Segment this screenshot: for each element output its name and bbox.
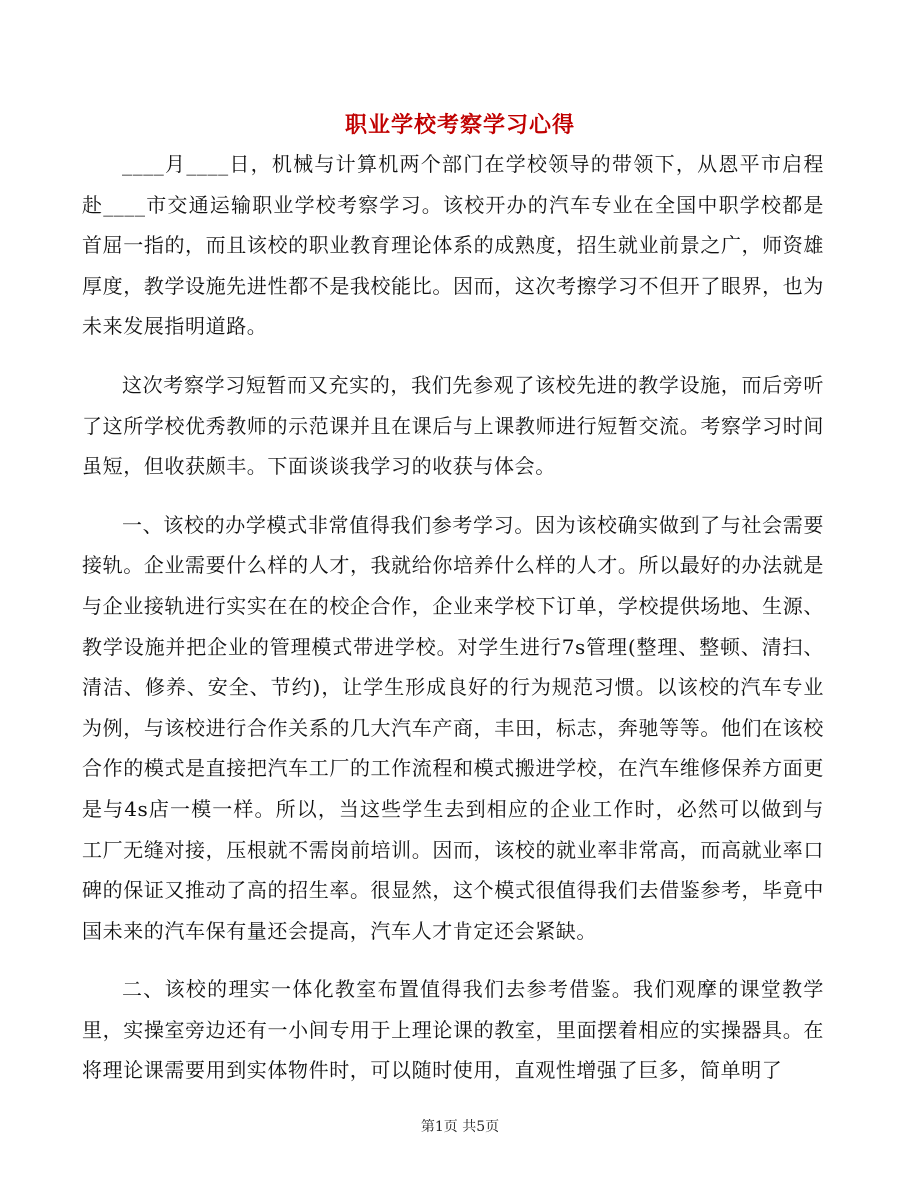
- page-number-footer: 第1页 共5页: [420, 1119, 500, 1135]
- paragraph-2: 这次考察学习短暂而又充实的，我们先参观了该校先进的教学设施，而后旁听了这所学校优秀教师的示范课并且在课后与上课教师进行短暂交流。考察学习时间虽短，但收获颇丰。下面谈谈我学习的收获与体会。: [82, 372, 824, 479]
- paragraph-1: ____月____日，机械与计算机两个部门在学校领导的带领下，从恩平市启程赴____市交通运输职业学校考察学习。该校开办的汽车专业在全国中职学校都是首屈一指的，而且该校的职业教育理论体系的成熟度，招生就业前景之广，师资雄厚度，教学设施先进性都不是我校能比。因而，这次考擦学习不但开了眼界，也为未来发展指明道路。: [82, 152, 824, 339]
- paragraph-4: 二、该校的理实一体化教室布置值得我们去参考借鉴。我们观摩的课堂教学里，实操室旁边还有一小间专用于上理论课的教室，里面摆着相应的实操器具。在将理论课需要用到实体物件时，可以随时使用，直观性增强了巨多，简单明了: [82, 977, 824, 1083]
- paragraph-3: 一、该校的办学模式非常值得我们参考学习。因为该校确实做到了与社会需要接轨。企业需要什么样的人才，我就给你培养什么样的人才。所以最好的办法就是与企业接轨进行实实在在的校企合作，企业来学校下订单，学校提供场地、生源、教学设施并把企业的管理模式带进学校。对学生进行7s管理(整理、整顿、清扫、清洁、修养、安全、节约)，让学生形成良好的行为规范习惯。以该校的汽车专业为例，与该校进行合作关系的几大汽车产商，丰田，标志，奔驰等等。他们在该校合作的模式是直接把汽车工厂的工作流程和模式搬进学校，在汽车维修保养方面更是与4s店一模一样。所以，当这些学生去到相应的企业工作时，必然可以做到与工厂无缝对接，压根就不需岗前培训。因而，该校的就业率非常高，而高就业率口碑的保证又推动了高的招生率。很显然，这个模式很值得我们去借鉴参考，毕竟中国未来的汽车保有量还会提高，汽车人才肯定还会紧缺。: [82, 512, 824, 943]
- document-title: 职业学校考察学习心得: [344, 112, 575, 138]
- document-body: [82, 144, 824, 1091]
